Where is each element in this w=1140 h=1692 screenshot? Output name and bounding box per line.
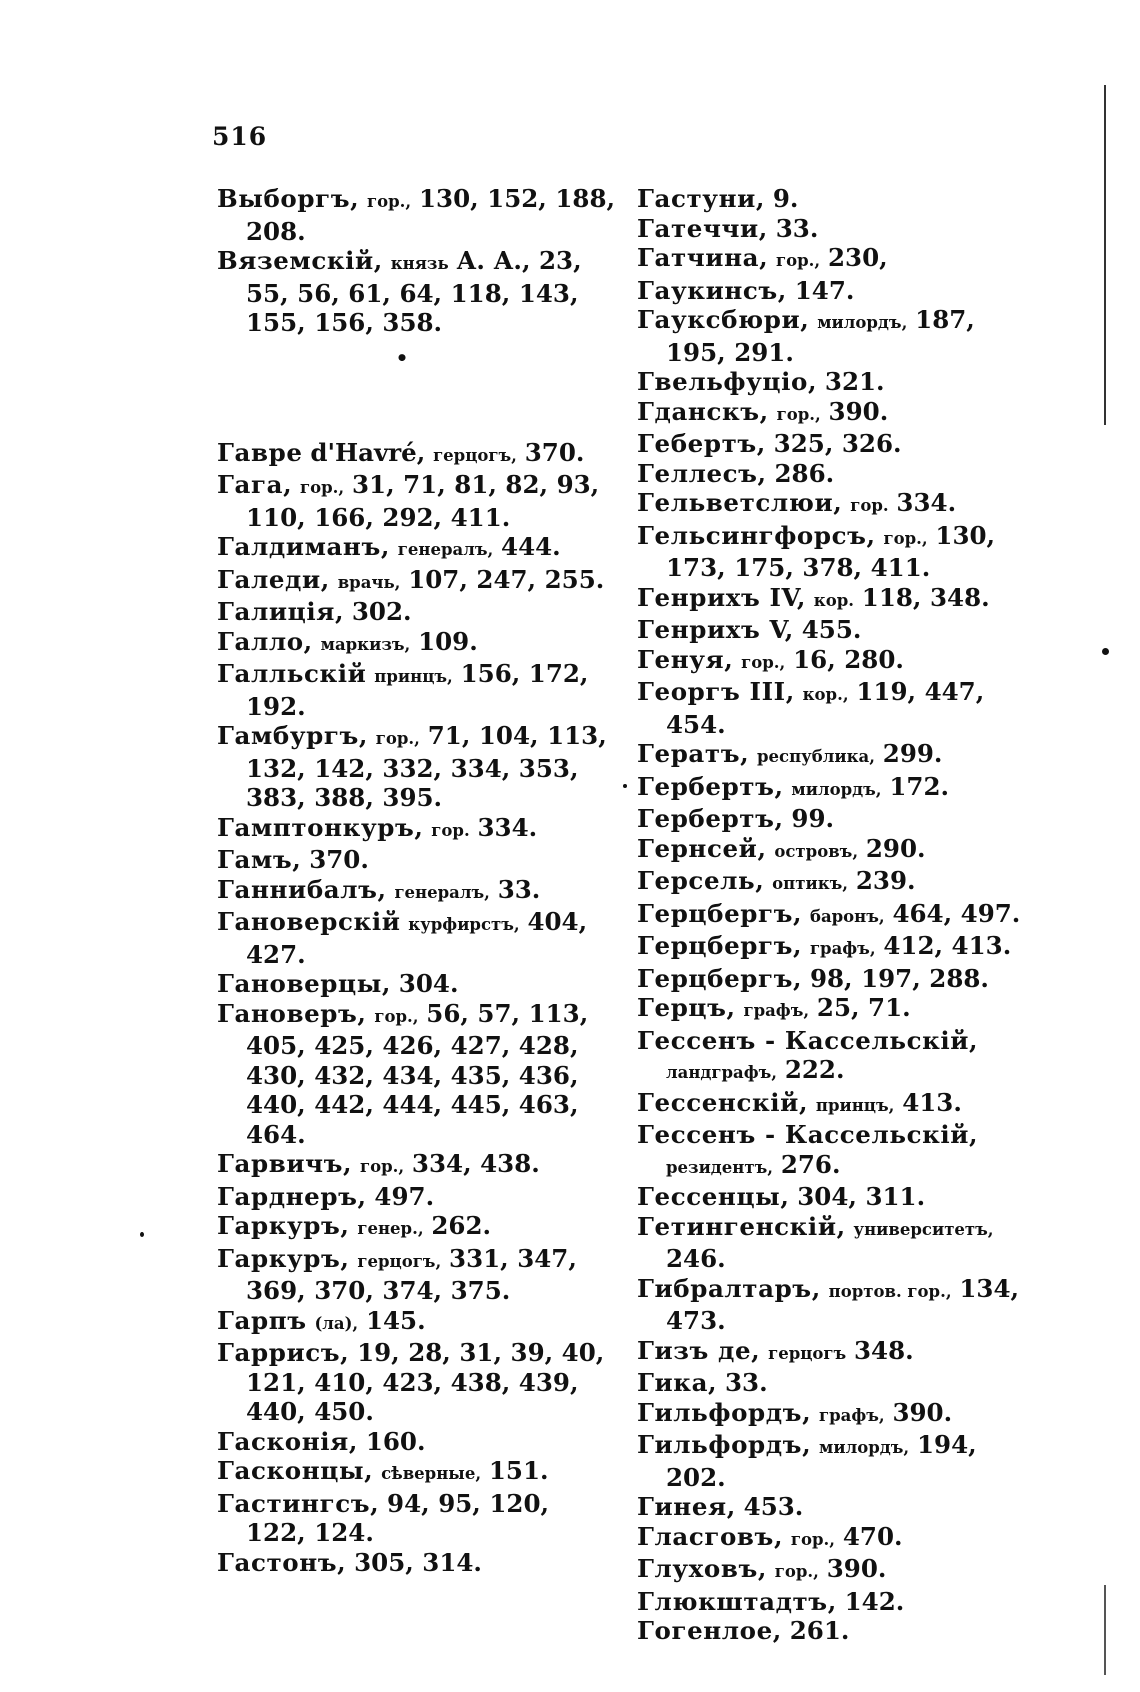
index-entry: Гербертъ, 99. [637,804,835,833]
index-entry: Гаркуръ, герцогъ, 331, 347, 369, 370, 374, 375. [217,1243,577,1305]
index-entry: Гласговъ, гор., 470. [637,1521,903,1551]
index-entry: Гинея, 453. [637,1492,804,1521]
index-column-right [637,184,1037,1646]
index-entry: Гернсей, островъ, 290. [637,833,926,863]
index-entry: Гатчина, гор., 230, [637,243,888,272]
index-entry: Гебертъ, 325, 326. [637,429,902,458]
index-entry: Гетингенскій, университетъ, 246. [637,1211,994,1273]
index-entry: Гаррисъ, 19, 28, 31, 39, 40, 121, 410, 423, 438, 439, 440, 450. [217,1338,605,1426]
index-entry: Гессенцы, 304, 311. [637,1182,926,1211]
index-entry: Гессенскій, принцъ, 413. [637,1087,962,1117]
index-entry: Галеди, врачь, 107, 247, 255. [217,564,605,594]
index-entry: Генрихъ V, 455. [637,615,862,644]
index-entry: Гика, 33. [637,1368,768,1397]
index-entry: Вяземскій, князь А. А., 23, 55, 56, 61, 64, 118, 143, 155, 156, 358. [217,246,582,337]
index-entry: Гастингсъ, 94, 95, 120, 122, 124. [217,1488,550,1547]
index-entry: Гербертъ, милордъ, 172. [637,771,950,801]
index-entry: Генуя, гор., 16, 280. [637,644,904,674]
index-entry: Гаукинсъ, 147. [637,275,855,305]
index-entry: Гарвичъ, гор., 334, 438. [217,1149,540,1178]
index-entry: Гессенъ - Кассельскій, ландграфъ, 222. [637,1025,979,1084]
index-entry: Галльскій принцъ, 156, 172, 192. [217,659,589,721]
index-entry: Гасконія, 160. [217,1426,426,1456]
index-entry: Гельветслюи, гор. 334. [637,488,957,517]
index-entry: Гауксбюри, милордъ, 187, 195, 291. [637,305,975,367]
index-entry: Гатеччи, 33. [637,213,819,243]
index-entry: Гильфордъ, графъ, 390. [637,1397,953,1427]
index-entry: Гага, гор., 31, 71, 81, 82, 93, 110, 166, 292, 411. [217,470,600,532]
index-entry: Гданскъ, гор., 390. [637,396,889,426]
index-entry: Глуховъ, гор., 390. [637,1554,887,1583]
index-entry: Гамбургъ, гор., 71, 104, 113, 132, 142, 332, 334, 353, 383, 388, 395. [217,721,607,812]
index-entry: Гановерцы, 304. [217,969,459,998]
index-entry: Гогенлое, 261. [637,1616,850,1645]
index-entry: Герцбергъ, графъ, 412, 413. [637,931,1012,960]
stray-ink-dot [623,784,627,788]
index-entry: Гарпъ (ла), 145. [217,1305,426,1335]
index-entry: Гельсингфорсъ, гор., 130, 173, 175, 378, 411. [637,520,996,582]
index-entry: Гессенъ - Кассельскій, резидентъ, 276. [637,1120,979,1179]
index-entry: Гамптонкуръ, гор. 334. [217,812,538,842]
index-entry: Геллесъ, 286. [637,458,835,488]
index-entry: Гастуни, 9. [637,184,799,213]
index-entry: Герцъ, графъ, 25, 71. [637,993,911,1022]
index-entry: Генрихъ IV, кор. 118, 348. [637,582,990,612]
index-entry: Гибралтаръ, портов. гор., 134, 473. [637,1273,1020,1335]
index-entry: Гарднеръ, 497. [217,1181,435,1211]
section-separator-mark: • [395,345,409,370]
index-entry: Гвельфуціо, 321. [637,367,885,396]
index-entry: Галиція, 302. [217,597,412,626]
index-entry: Гильфордъ, милордъ, 194, 202. [637,1430,977,1492]
index-entry: Гаркуръ, генер., 262. [217,1211,492,1240]
index-entry: Ганнибалъ, генералъ, 33. [217,874,541,904]
scan-edge-line [1104,85,1106,425]
index-entry: Гавре d'Havré, герцогъ, 370. [217,437,585,467]
stray-ink-dot [140,1232,144,1237]
stray-ink-dot [1102,648,1109,655]
index-entry: Герцбергъ, баронъ, 464, 497. [637,898,1021,928]
index-entry: Галдиманъ, генералъ, 444. [217,532,561,561]
scan-edge-line [1104,1585,1106,1675]
index-entry: Гератъ, республика, 299. [637,739,943,768]
index-entry: Выборгъ, гор., 130, 152, 188, 208. [217,184,616,246]
index-entry: Гизъ де, герцогъ 348. [637,1335,914,1365]
index-entry: Герцбергъ, 98, 197, 288. [637,963,989,993]
index-entry: Георгъ III, кор., 119, 447, 454. [637,677,985,739]
index-entry: Гасконцы, сѣверные, 151. [217,1456,549,1485]
index-entry: Глюкштадтъ, 142. [637,1586,905,1616]
index-entry: Гастонъ, 305, 314. [217,1547,482,1577]
index-entry: Гановерскій курфирстъ, 404, 427. [217,907,588,969]
index-entry: Галло, маркизъ, 109. [217,626,478,656]
index-entry: Гановеръ, гор., 56, 57, 113, 405, 425, 426, 427, 428, 430, 432, 434, 435, 436, 440, 442, 444, 445, 463, 464. [217,998,589,1149]
index-column-left [217,184,617,1577]
page-number: 516 [212,122,268,151]
index-entry: Гамъ, 370. [217,845,369,874]
index-entry: Герсель, оптикъ, 239. [637,866,916,895]
